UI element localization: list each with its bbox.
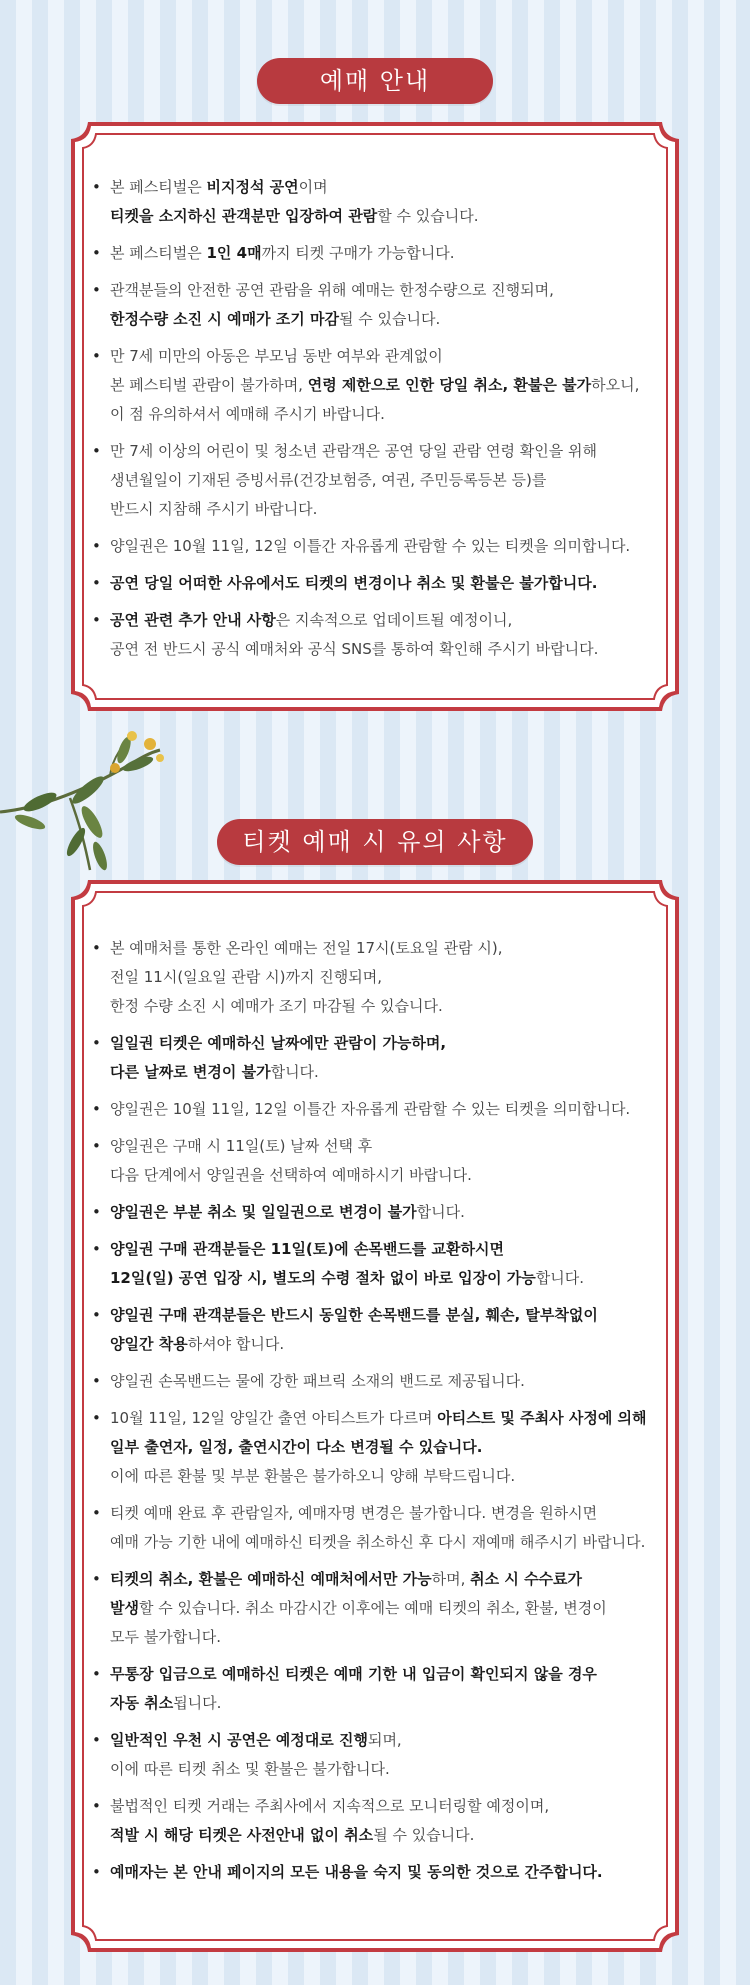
notice-text: 만 7세 미만의 아동은 부모님 동반 여부와 관계없이	[110, 347, 443, 365]
notice-line	[110, 1095, 680, 1124]
notice-emphasis-text: 양일간 착용	[110, 1335, 188, 1353]
notice-line	[110, 1404, 680, 1433]
notice-text: 되며,	[367, 1731, 402, 1749]
notice-line	[110, 202, 680, 231]
notice-text: 될 수 있습니다.	[338, 310, 441, 328]
notice-text: 합니다.	[270, 1063, 319, 1081]
notice-line	[110, 1264, 680, 1293]
notice-emphasis-text: 공연 당일 어떠한 사유에서도 티켓의 변경이나 취소 및 환불은 불가합니다.	[110, 574, 598, 592]
notice-text: 이며	[298, 178, 328, 196]
notice-text: 하오니,	[591, 376, 640, 394]
notice-line	[110, 371, 680, 400]
notice-text: 하며,	[431, 1570, 471, 1588]
notice-emphasis-text: 연령 제한으로 인한 당일 취소, 환불은 불가	[307, 376, 592, 394]
notice-text: 본 페스티벌은	[110, 178, 207, 196]
notice-text: 예매 가능 기한 내에 예매하신 티켓을 취소하신 후 다시 재예매 해주시기 바랍니다.	[110, 1533, 646, 1551]
notice-item	[92, 1367, 680, 1396]
notice-item	[92, 342, 680, 429]
section-title-1: 예매 안내	[319, 67, 431, 95]
bullet-icon: •	[92, 574, 101, 592]
notice-emphasis-text: 한정수량 소진 시 예매가 조기 마감	[110, 310, 339, 328]
notice-item	[92, 1301, 680, 1359]
notice-emphasis-text: 일부 출연자, 일정, 출연시간이 다소 변경될 수 있습니다.	[110, 1438, 483, 1456]
notice-item	[92, 1404, 680, 1491]
notice-emphasis-text: 티켓을 소지하신 관객분만 입장하여 관람	[110, 207, 378, 225]
notice-line	[110, 1058, 680, 1087]
notice-line	[110, 1858, 680, 1887]
notice-line	[110, 1660, 680, 1689]
notice-line	[110, 1499, 680, 1528]
bullet-icon: •	[92, 611, 101, 629]
notice-emphasis-text: 양일권은 부분 취소 및 일일권으로 변경이 불가	[110, 1203, 417, 1221]
notice-item	[92, 1565, 680, 1652]
notice-emphasis-text: 일반적인 우천 시 공연은 예정대로 진행	[110, 1731, 368, 1749]
notice-item	[92, 239, 680, 268]
notice-line	[110, 635, 680, 664]
notice-line	[110, 1462, 680, 1491]
notice-emphasis-text: 다른 날짜로 변경이 불가	[110, 1063, 271, 1081]
notice-text: 될 수 있습니다.	[373, 1826, 475, 1844]
notice-text: 모두 불가합니다.	[110, 1628, 221, 1646]
notice-line	[110, 1198, 680, 1227]
notice-line	[110, 1821, 680, 1850]
notice-text: 양일권은 구매 시 11일(토) 날짜 선택 후	[110, 1137, 373, 1155]
notice-text: 다음 단계에서 양일권을 선택하여 예매하시기 바랍니다.	[110, 1166, 472, 1184]
notice-item	[92, 1198, 680, 1227]
notice-item	[92, 276, 680, 334]
bullet-icon: •	[92, 1240, 101, 1258]
notice-emphasis-text: 취소 시 수수료가	[470, 1570, 583, 1588]
notice-line	[110, 1433, 680, 1462]
notice-text: 양일권은 10월 11일, 12일 이틀간 자유롭게 관람할 수 있는 티켓을 의미합니다.	[110, 1100, 631, 1118]
notice-line	[110, 1528, 680, 1557]
notice-text: 만 7세 이상의 어린이 및 청소년 관람객은 공연 당일 관람 연령 확인을 위해	[110, 442, 597, 460]
notice-text: 티켓 예매 완료 후 관람일자, 예매자명 변경은 불가합니다. 변경을 원하시면	[110, 1504, 598, 1522]
notice-text: 됩니다.	[173, 1694, 222, 1712]
notice-text: 합니다.	[535, 1269, 585, 1287]
bullet-icon: •	[92, 178, 101, 196]
notice-line	[110, 963, 680, 992]
bullet-icon: •	[92, 244, 101, 262]
notice-text: 본 페스티벌 관람이 불가하며,	[110, 376, 308, 394]
notice-line	[110, 239, 680, 268]
notice-text: 반드시 지참해 주시기 바랍니다.	[110, 500, 318, 518]
notice-line	[110, 1565, 680, 1594]
notice-line	[110, 466, 680, 495]
section-title-badge-1	[257, 58, 493, 104]
notice-line	[110, 1594, 680, 1623]
notice-text: 이 점 유의하셔서 예매해 주시기 바랍니다.	[110, 405, 385, 423]
notice-line	[110, 1330, 680, 1359]
notice-text: 전일 11시(일요일 관람 시)까지 진행되며,	[110, 968, 382, 986]
notice-text: 본 페스티벌은	[110, 244, 207, 262]
notice-emphasis-text: 양일권 구매 관객분들은 11일(토)에 손목밴드를 교환하시면	[110, 1240, 504, 1258]
notice-emphasis-text: 1인 4매	[206, 244, 262, 262]
notice-line	[110, 1726, 680, 1755]
notice-text: 이에 따른 티켓 취소 및 환불은 불가합니다.	[110, 1760, 390, 1778]
notice-text: 합니다.	[416, 1203, 465, 1221]
notice-item	[92, 437, 680, 524]
notice-item	[92, 934, 680, 1021]
notice-text: 본 예매처를 통한 온라인 예매는 전일 17시(토요일 관람 시),	[110, 939, 503, 957]
notice-line	[110, 569, 680, 598]
bullet-icon: •	[92, 1306, 101, 1324]
notice-line	[110, 1029, 680, 1058]
notice-text: 공연 전 반드시 공식 예매처와 공식 SNS를 통하여 확인해 주시기 바랍니다.	[110, 640, 599, 658]
notice-item	[92, 1235, 680, 1293]
notice-line	[110, 495, 680, 524]
notice-line	[110, 1235, 680, 1264]
bullet-icon: •	[92, 1731, 101, 1749]
notice-line	[110, 173, 680, 202]
notice-text: 이에 따른 환불 및 부분 환불은 불가하오니 양해 부탁드립니다.	[110, 1467, 516, 1485]
notice-emphasis-text: 아티스트 및 주최사 사정에 의해	[437, 1409, 647, 1427]
notice-line	[110, 1623, 680, 1652]
notice-emphasis-text: 양일권 구매 관객분들은 반드시 동일한 손목밴드를 분실, 훼손, 탈부착없이	[110, 1306, 598, 1324]
bullet-icon: •	[92, 1409, 101, 1427]
notice-text: 하셔야 합니다.	[187, 1335, 285, 1353]
notice-item	[92, 606, 680, 664]
bullet-icon: •	[92, 1372, 101, 1390]
notice-emphasis-text: 공연 관련 추가 안내 사항	[110, 611, 276, 629]
notice-text: 생년월일이 기재된 증빙서류(건강보험증, 여권, 주민등록등본 등)를	[110, 471, 547, 489]
bullet-icon: •	[92, 1203, 101, 1221]
notice-line	[110, 1367, 680, 1396]
notice-item	[92, 173, 680, 231]
notice-emphasis-text: 티켓의 취소, 환불은 예매하신 예매처에서만 가능	[110, 1570, 432, 1588]
notice-item	[92, 1132, 680, 1190]
bullet-icon: •	[92, 1797, 101, 1815]
notice-line	[110, 1792, 680, 1821]
notice-emphasis-text: 무통장 입금으로 예매하신 티켓은 예매 기한 내 입금이 확인되지 않을 경우	[110, 1665, 597, 1683]
bullet-icon: •	[92, 1665, 101, 1683]
plant-illustration	[0, 730, 180, 910]
notice-list-1	[92, 173, 680, 672]
notice-emphasis-text: 적발 시 해당 티켓은 사전안내 없이 취소	[110, 1826, 374, 1844]
notice-emphasis-text: 12일(일) 공연 입장 시, 별도의 수령 절차 없이 바로 입장이 가능	[110, 1269, 536, 1287]
bullet-icon: •	[92, 1863, 101, 1881]
section-title-2: 티켓 예매 시 유의 사항	[242, 828, 508, 856]
notice-item	[92, 1660, 680, 1718]
notice-item	[92, 1095, 680, 1124]
notice-emphasis-text: 발생	[110, 1599, 139, 1617]
notice-line	[110, 992, 680, 1021]
bullet-icon: •	[92, 1034, 101, 1052]
notice-emphasis-text: 예매자는 본 안내 페이지의 모든 내용을 숙지 및 동의한 것으로 간주합니다.	[110, 1863, 603, 1881]
notice-item	[92, 569, 680, 598]
bullet-icon: •	[92, 281, 101, 299]
bullet-icon: •	[92, 537, 101, 555]
notice-line	[110, 1132, 680, 1161]
notice-line	[110, 276, 680, 305]
notice-text: 양일권 손목밴드는 물에 강한 패브릭 소재의 밴드로 제공됩니다.	[110, 1372, 525, 1390]
notice-line	[110, 437, 680, 466]
notice-line	[110, 1301, 680, 1330]
notice-line	[110, 400, 680, 429]
notice-item	[92, 1858, 680, 1887]
notice-emphasis-text: 비지정석 공연	[206, 178, 299, 196]
notice-text: 은 지속적으로 업데이트될 예정이니,	[275, 611, 513, 629]
notice-text: 까지 티켓 구매가 가능합니다.	[261, 244, 455, 262]
notice-text: 관객분들의 안전한 공연 관람을 위해 예매는 한정수량으로 진행되며,	[110, 281, 554, 299]
bullet-icon: •	[92, 1100, 101, 1118]
notice-text: 한정 수량 소진 시 예매가 조기 마감될 수 있습니다.	[110, 997, 443, 1015]
notice-text: 10월 11일, 12일 양일간 출연 아티스트가 다르며	[110, 1409, 438, 1427]
notice-line	[110, 934, 680, 963]
bullet-icon: •	[92, 1504, 101, 1522]
notice-line	[110, 1689, 680, 1718]
notice-item	[92, 1029, 680, 1087]
notice-item	[92, 1499, 680, 1557]
notice-item	[92, 1726, 680, 1784]
notice-text: 양일권은 10월 11일, 12일 이틀간 자유롭게 관람할 수 있는 티켓을 의미합니다.	[110, 537, 631, 555]
bullet-icon: •	[92, 347, 101, 365]
notice-text: 할 수 있습니다. 취소 마감시간 이후에는 예매 티켓의 취소, 환불, 변경이	[138, 1599, 607, 1617]
notice-item	[92, 532, 680, 561]
notice-text: 할 수 있습니다.	[377, 207, 479, 225]
bullet-icon: •	[92, 1137, 101, 1155]
section-title-badge-2	[217, 819, 533, 865]
notice-text: 불법적인 티켓 거래는 주최사에서 지속적으로 모니터링할 예정이며,	[110, 1797, 550, 1815]
notice-line	[110, 606, 680, 635]
notice-line	[110, 342, 680, 371]
notice-emphasis-text: 일일권 티켓은 예매하신 날짜에만 관람이 가능하며,	[110, 1034, 447, 1052]
notice-item	[92, 1792, 680, 1850]
notice-emphasis-text: 자동 취소	[110, 1694, 174, 1712]
notice-line	[110, 532, 680, 561]
bullet-icon: •	[92, 939, 101, 957]
notice-line	[110, 1755, 680, 1784]
notice-line	[110, 1161, 680, 1190]
notice-line	[110, 305, 680, 334]
bullet-icon: •	[92, 1570, 101, 1588]
bullet-icon: •	[92, 442, 101, 460]
notice-list-2	[92, 934, 680, 1895]
